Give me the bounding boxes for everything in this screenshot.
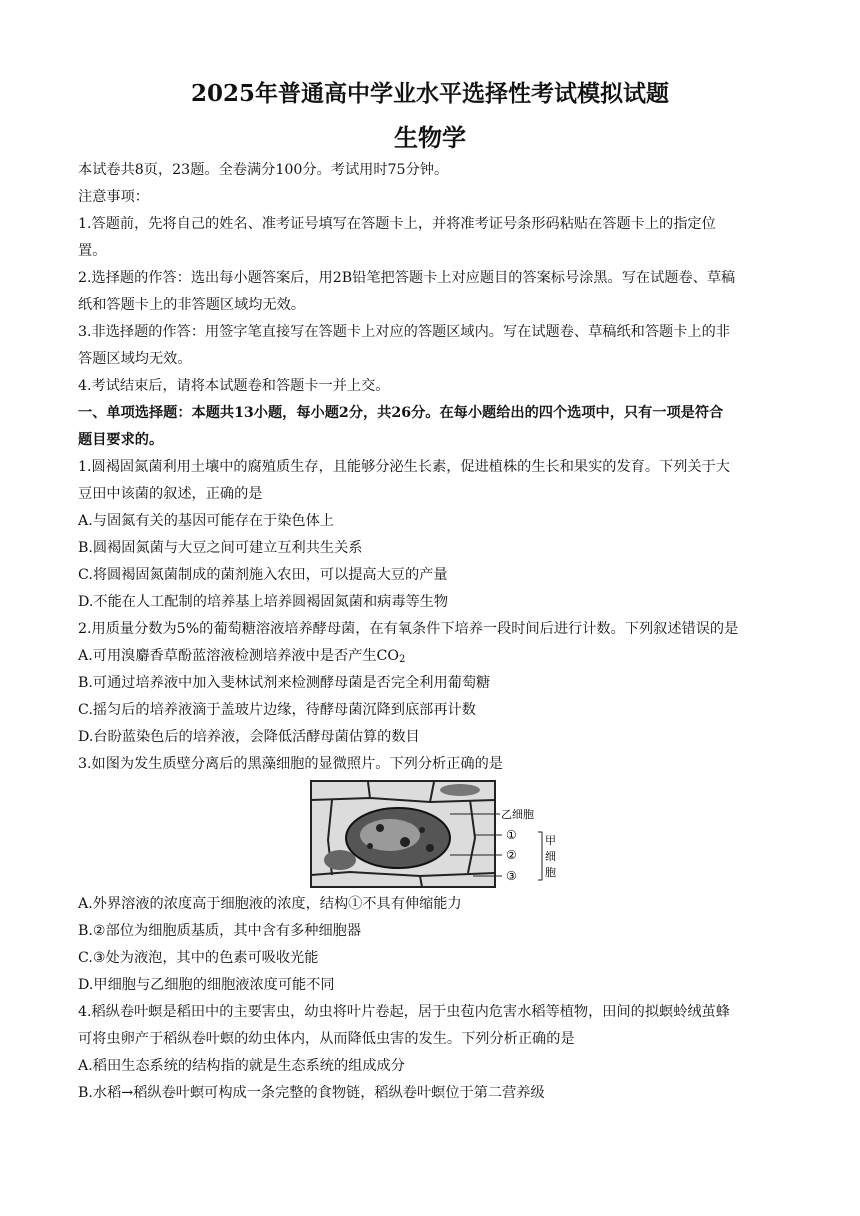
micrograph-photo <box>311 781 495 887</box>
q3-stem: 3.如图为发生质壁分离后的黑藻细胞的显微照片。下列分析正确的是 <box>78 756 503 772</box>
notice-line: 置。 <box>78 243 107 259</box>
q1-stem: 1.圆褐固氮菌利用土壤中的腐殖质生存，且能够分泌生长素，促进植株的生长和果实的发育。下列关于大 <box>78 459 730 475</box>
q4-stem: 可将虫卵产于稻纵卷叶螟的幼虫体内，从而降低虫害的发生。下列分析正确的是 <box>78 1031 575 1047</box>
notice-title: 注意事项： <box>78 189 149 205</box>
section-heading: 一、单项选择题：本题共13小题，每小题2分，共26分。在每小题给出的四个选项中，只有一项是符合 <box>78 405 724 421</box>
notice-line: 2.选择题的作答：选出每小题答案后，用2B铅笔把答题卡上对应题目的答案标号涂黑。写在试题卷、草稿 <box>78 270 736 286</box>
exam-title: 2025年普通高中学业水平选择性考试模拟试题 <box>190 80 669 107</box>
q3-option-a: A.外界溶液的浓度高于细胞液的浓度，结构①不具有伸缩能力 <box>78 896 462 912</box>
label-jia-3: 胞 <box>545 866 556 879</box>
q1-option-d: D.不能在人工配制的培养基上培养圆褐固氮菌和病毒等生物 <box>78 594 449 610</box>
q4-stem: 4.稻纵卷叶螟是稻田中的主要害虫，幼虫将叶片卷起，居于虫苞内危害水稻等植物，田间的拟螟蛉绒茧蜂 <box>78 1004 730 1020</box>
label-marker-1: ① <box>506 828 517 842</box>
q3-option-d: D.甲细胞与乙细胞的细胞液浓度可能不同 <box>78 977 335 993</box>
label-yi-cell: 乙细胞 <box>501 808 534 821</box>
notice-line: 答题区域均无效。 <box>78 351 192 367</box>
cell-micrograph-figure <box>310 780 560 888</box>
q4-option-a: A.稻田生态系统的结构指的就是生态系统的组成成分 <box>78 1058 405 1074</box>
q2-option-a: A.可用溴麝香草酚蓝溶液检测培养液中是否产生$CO_2$ <box>78 648 406 665</box>
q4-option-b: B.水稻→稻纵卷叶螟可构成一条完整的食物链，稻纵卷叶螟位于第二营养级 <box>78 1085 545 1101</box>
notice-line: 4.考试结束后，请将本试题卷和答题卡一并上交。 <box>78 378 390 394</box>
q1-option-c: C.将圆褐固氮菌制成的菌剂施入农田，可以提高大豆的产量 <box>78 567 448 583</box>
q2-stem: 2.用质量分数为5%的葡萄糖溶液培养酵母菌，在有氧条件下培养一段时间后进行计数。下列叙述错误的是 <box>78 621 739 637</box>
q2-option-c: C.摇匀后的培养液滴于盖玻片边缘，待酵母菌沉降到底部再计数 <box>78 702 476 718</box>
q2-option-b: B.可通过培养液中加入斐林试剂来检测酵母菌是否完全利用葡萄糖 <box>78 675 491 691</box>
q3-option-b: B.②部位为细胞质基质，其中含有多种细胞器 <box>78 923 362 939</box>
label-jia-2: 细 <box>545 850 556 863</box>
subject-title: 生物学 <box>394 123 466 152</box>
notice-line: 1.答题前，先将自己的姓名、准考证号填写在答题卡上，并将准考证号条形码粘贴在答题卡上的指定位 <box>78 216 716 232</box>
q1-option-b: B.圆褐固氮菌与大豆之间可建立互利共生关系 <box>78 540 363 556</box>
label-jia-1: 甲 <box>545 834 556 847</box>
q2-option-d: D.台盼蓝染色后的培养液，会降低活酵母菌估算的数目 <box>78 729 420 745</box>
label-marker-3: ③ <box>506 869 517 883</box>
q1-option-a: A.与固氮有关的基因可能存在于染色体上 <box>78 513 334 529</box>
q3-option-c: C.③处为液泡，其中的色素可吸收光能 <box>78 950 319 966</box>
notice-line: 纸和答题卡上的非答题区域均无效。 <box>78 297 306 313</box>
intro-text: 本试卷共8页，23题。全卷满分100分。考试用时75分钟。 <box>78 162 449 178</box>
section-heading: 题目要求的。 <box>78 432 164 448</box>
label-marker-2: ② <box>506 848 517 862</box>
notice-line: 3.非选择题的作答：用签字笔直接写在答题卡上对应的答题区域内。写在试题卷、草稿纸和答题卡上的非 <box>78 324 730 340</box>
q1-stem: 豆田中该菌的叙述，正确的是 <box>78 486 263 502</box>
